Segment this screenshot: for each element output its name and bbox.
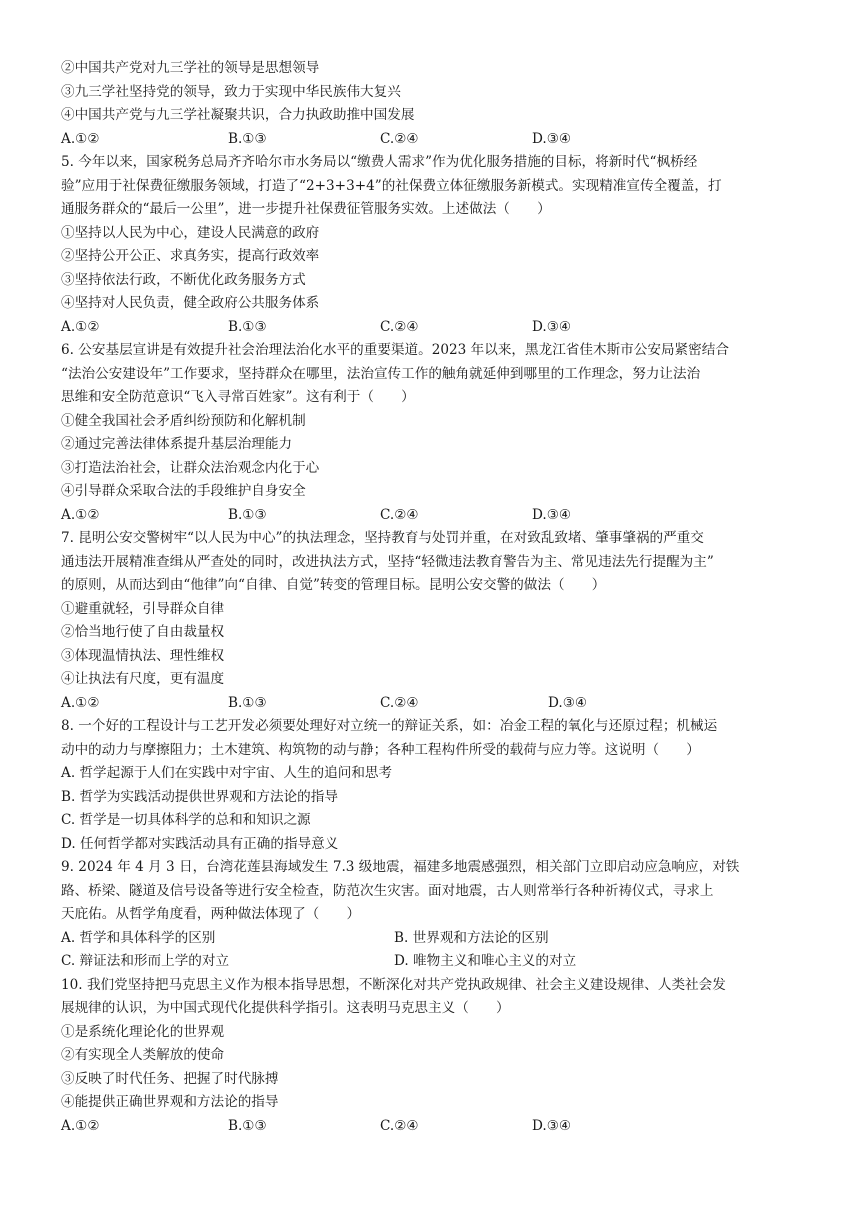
q9-stem-line-1: 9. 2024 年 4 月 3 日，台湾花莲县海域发生 7.3 级地震，福建多地震感强烈，相关部门立即启动应急响应，对铁: [61, 859, 740, 875]
q9-option-a[interactable]: A. 哲学和具体科学的区别: [61, 930, 216, 946]
q5-choice-3: ③坚持依法行政，不断优化政务服务方式: [61, 272, 306, 288]
q6-stem-line-3: 思维和安全防范意识“飞入寻常百姓家”。这有利于（ ）: [61, 389, 415, 405]
q6-options: [61, 506, 801, 524]
q8-option-c[interactable]: C. 哲学是一切具体科学的总和和知识之源: [61, 812, 311, 828]
q10-choice-4: ④能提供正确世界观和方法论的指导: [61, 1094, 279, 1110]
q10-option-b[interactable]: B.①③: [228, 1118, 267, 1134]
q9-option-d[interactable]: D. 唯物主义和唯心主义的对立: [394, 953, 577, 969]
q7-options: [61, 694, 801, 712]
q6-stem-line-2: “法治公安建设年”工作要求，坚持群众在哪里，法治宣传工作的触角就延伸到哪里的工作理念，努力让法治: [61, 366, 701, 382]
q7-choice-2: ②恰当地行使了自由裁量权: [61, 624, 225, 640]
q5-options: [61, 318, 801, 336]
q8-option-b[interactable]: B. 哲学为实践活动提供世界观和方法论的指导: [61, 789, 338, 805]
q5-choice-2: ②坚持公开公正、求真务实，提高行政效率: [61, 248, 320, 264]
q9-stem-line-3: 天庇佑。从哲学角度看，两种做法体现了（ ）: [61, 906, 361, 922]
q5-choice-4: ④坚持对人民负责，健全政府公共服务体系: [61, 295, 320, 311]
q10-stem-line-2: 展规律的认识，为中国式现代化提供科学指引。这表明马克思主义（ ）: [61, 1000, 510, 1016]
q6-choice-1: ①健全我国社会矛盾纠纷预防和化解机制: [61, 413, 306, 429]
q5-option-a[interactable]: A.①②: [61, 319, 100, 335]
q6-choice-4: ④引导群众采取合法的手段维护自身安全: [61, 483, 306, 499]
q7-stem-line-1: 7. 昆明公安交警树牢“以人民为中心”的执法理念，坚持教育与处罚并重，在对致乱致堵、肇事肇祸的严重交: [61, 530, 704, 546]
q4-option-b[interactable]: B.①③: [228, 131, 267, 147]
q10-stem-line-1: 10. 我们党坚持把马克思主义作为根本指导思想，不断深化对共产党执政规律、社会主义建设规律、人类社会发: [61, 977, 726, 993]
q7-option-b[interactable]: B.①③: [228, 695, 267, 711]
q4-option-c[interactable]: C.②④: [380, 131, 419, 147]
q6-choice-3: ③打造法治社会，让群众法治观念内化于心: [61, 460, 320, 476]
q4-choice-4: ④中国共产党与九三学社凝聚共识，合力执政助推中国发展: [61, 107, 415, 123]
q4-option-a[interactable]: A.①②: [61, 131, 100, 147]
q10-option-a[interactable]: A.①②: [61, 1118, 100, 1134]
q9-option-b[interactable]: B. 世界观和方法论的区别: [394, 930, 549, 946]
q10-option-d[interactable]: D.③④: [532, 1118, 572, 1134]
q10-option-c[interactable]: C.②④: [380, 1118, 419, 1134]
q7-stem-line-3: 的原则，从而达到由“他律”向“自律、自觉”转变的管理目标。昆明公安交警的做法（ ）: [61, 577, 606, 593]
q8-stem-line-1: 8. 一个好的工程设计与工艺开发必须要处理好对立统一的辩证关系，如：冶金工程的氧化与还原过程；机械运: [61, 718, 718, 734]
q5-option-d[interactable]: D.③④: [532, 319, 572, 335]
q6-option-b[interactable]: B.①③: [228, 507, 267, 523]
q4-choice-2: ②中国共产党对九三学社的领导是思想领导: [61, 60, 320, 76]
q5-stem-line-2: 验”应用于社保费征缴服务领域，打造了“2+3+3+4”的社保费立体征缴服务新模式。实现精准宣传全覆盖，打: [61, 178, 722, 194]
q9-stem-line-2: 路、桥梁、隧道及信号设备等进行安全检查，防范次生灾害。面对地震，古人则常举行各种祈祷仪式，寻求上: [61, 883, 714, 899]
q9-options-row-2: [61, 952, 801, 970]
q10-choice-3: ③反映了时代任务、把握了时代脉搏: [61, 1071, 279, 1087]
q7-option-d[interactable]: D.③④: [548, 695, 588, 711]
q4-option-d[interactable]: D.③④: [532, 131, 572, 147]
q9-option-c[interactable]: C. 辩证法和形而上学的对立: [61, 953, 230, 969]
q5-option-b[interactable]: B.①③: [228, 319, 267, 335]
q10-choice-1: ①是系统化理论化的世界观: [61, 1024, 225, 1040]
q4-choice-3: ③九三学社坚持党的领导，致力于实现中华民族伟大复兴: [61, 84, 401, 100]
q4-options: [61, 130, 801, 148]
q10-options: [61, 1117, 801, 1135]
q5-choice-1: ①坚持以人民为中心，建设人民满意的政府: [61, 225, 320, 241]
q7-option-a[interactable]: A.①②: [61, 695, 100, 711]
q6-option-d[interactable]: D.③④: [532, 507, 572, 523]
q5-stem-line-3: 通服务群众的“最后一公里”，进一步提升社保费征管服务实效。上述做法（ ）: [61, 201, 551, 217]
q8-stem-line-2: 动中的动力与摩擦阻力；土木建筑、构筑物的动与静；各种工程构件所受的载荷与应力等。这说明（ ）: [61, 742, 700, 758]
q10-choice-2: ②有实现全人类解放的使命: [61, 1047, 225, 1063]
q8-option-a[interactable]: A. 哲学起源于人们在实践中对宇宙、人生的追问和思考: [61, 765, 393, 781]
q6-stem-line-1: 6. 公安基层宣讲是有效提升社会治理法治化水平的重要渠道。2023 年以来，黑龙江省佳木斯市公安局紧密结合: [61, 342, 729, 358]
q8-option-d[interactable]: D. 任何哲学都对实践活动具有正确的指导意义: [61, 836, 339, 852]
q6-option-a[interactable]: A.①②: [61, 507, 100, 523]
q7-option-c[interactable]: C.②④: [380, 695, 419, 711]
q7-choice-1: ①避重就轻，引导群众自律: [61, 601, 225, 617]
q6-option-c[interactable]: C.②④: [380, 507, 419, 523]
q7-choice-4: ④让执法有尺度，更有温度: [61, 671, 225, 687]
q6-choice-2: ②通过完善法律体系提升基层治理能力: [61, 436, 293, 452]
q7-choice-3: ③体现温情执法、理性维权: [61, 648, 225, 664]
q9-options-row-1: [61, 929, 801, 947]
q5-stem-line-1: 5. 今年以来，国家税务总局齐齐哈尔市水务局以“缴费人需求”作为优化服务措施的目标，将新时代“枫桥经: [61, 154, 698, 170]
q7-stem-line-2: 通违法开展精准查缉从严查处的同时，改进执法方式，坚持“轻微违法教育警告为主、常见违法先行提醒为主”: [61, 554, 714, 570]
q5-option-c[interactable]: C.②④: [380, 319, 419, 335]
